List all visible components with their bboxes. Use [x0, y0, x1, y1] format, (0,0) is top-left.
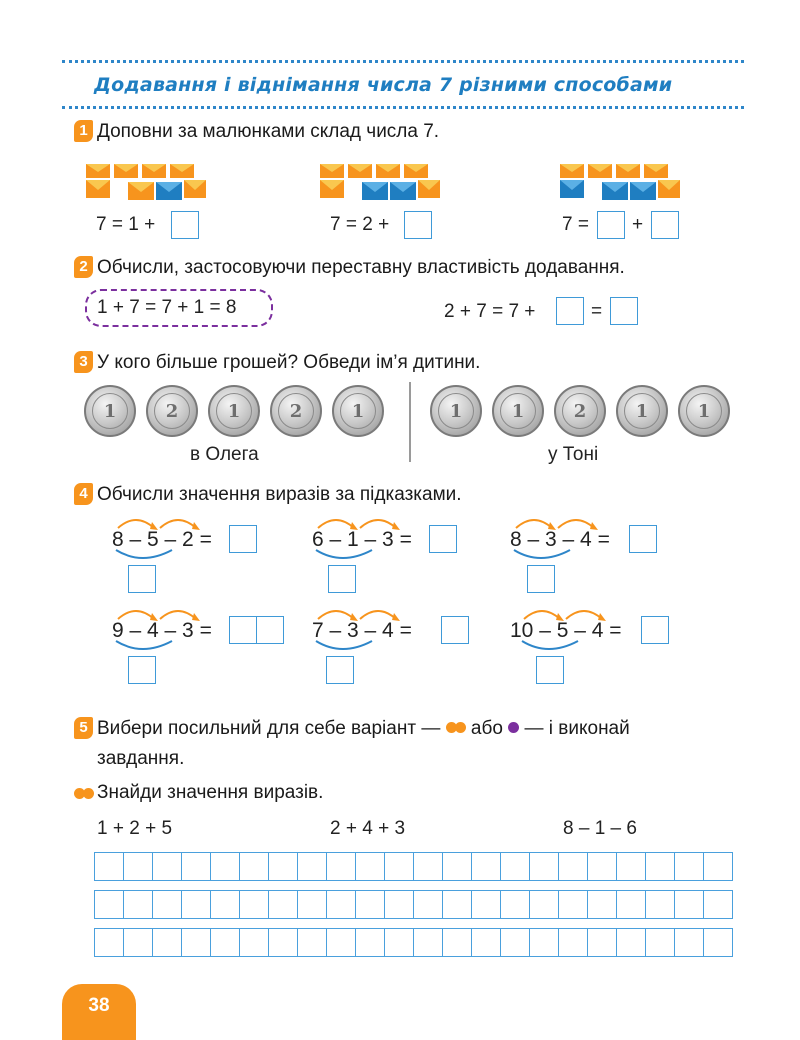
task-5-text-part-3: завдання.	[97, 748, 185, 769]
expression: 10 – 5 – 4 =	[510, 619, 622, 642]
grid-cell[interactable]	[297, 928, 327, 957]
grid-cell[interactable]	[558, 890, 588, 919]
expression: 2 + 4 + 3	[330, 818, 406, 839]
grid-cell[interactable]	[355, 852, 385, 881]
grid-cell[interactable]	[152, 928, 182, 957]
task-2-equals: =	[591, 301, 603, 322]
grid-cell[interactable]	[645, 928, 675, 957]
grid-cell[interactable]	[703, 928, 733, 957]
grid-cell[interactable]	[616, 928, 646, 957]
envelopes-picture-c	[558, 150, 682, 204]
answer-box[interactable]	[556, 297, 584, 325]
grid-cell[interactable]	[210, 852, 240, 881]
hint-bracket	[312, 548, 382, 564]
grid-cell[interactable]	[442, 928, 472, 957]
answer-box[interactable]	[429, 525, 457, 553]
divider-line	[409, 382, 411, 462]
task-1-equation-b: 7 = 2 +	[330, 214, 390, 235]
expression: 8 – 1 – 6	[563, 818, 637, 839]
hint-bracket	[518, 639, 588, 655]
coin-value: 1	[216, 393, 252, 429]
grid-cell[interactable]	[703, 890, 733, 919]
coin-icon	[492, 385, 544, 437]
coin-icon	[270, 385, 322, 437]
page-number: 38	[88, 995, 110, 1016]
coin-value: 1	[438, 393, 474, 429]
grid-cell[interactable]	[326, 852, 356, 881]
coin-value: 1	[340, 393, 376, 429]
answer-box[interactable]	[171, 211, 199, 239]
grid-cell[interactable]	[674, 890, 704, 919]
task-2-example: 1 + 7 = 7 + 1 = 8	[97, 297, 237, 318]
answer-box[interactable]	[597, 211, 625, 239]
answer-box[interactable]	[404, 211, 432, 239]
task-2-number: 2	[74, 256, 93, 278]
intermediate-box[interactable]	[128, 565, 156, 593]
grid-cell[interactable]	[297, 890, 327, 919]
grid-cell[interactable]	[326, 890, 356, 919]
grid-cell[interactable]	[181, 852, 211, 881]
answer-box-tens[interactable]	[229, 616, 257, 644]
intermediate-box[interactable]	[536, 656, 564, 684]
grid-cell[interactable]	[529, 890, 559, 919]
grid-cell[interactable]	[471, 928, 501, 957]
task-1-equation-c-plus: +	[632, 214, 644, 235]
coin-icon	[84, 385, 136, 437]
coin-value: 1	[624, 393, 660, 429]
coin-value: 1	[686, 393, 722, 429]
grid-cell[interactable]	[529, 928, 559, 957]
intermediate-box[interactable]	[128, 656, 156, 684]
grid-cell[interactable]	[181, 890, 211, 919]
answer-box[interactable]	[441, 616, 469, 644]
grid-cell[interactable]	[413, 890, 443, 919]
task-4-number: 4	[74, 483, 93, 505]
task-2-text: Обчисли, застосовуючи переставну властивість додавання.	[97, 257, 625, 278]
coin-value: 2	[278, 393, 314, 429]
envelopes-picture-b	[318, 150, 442, 204]
coin-icon	[554, 385, 606, 437]
envelope-row-c	[560, 164, 680, 200]
page-title: Додавання і віднімання числа 7 різними способами	[94, 74, 673, 96]
envelope-row-a	[86, 164, 206, 200]
grid-cell[interactable]	[384, 852, 414, 881]
expression: 6 – 1 – 3 =	[312, 528, 412, 551]
grid-cell[interactable]	[181, 928, 211, 957]
grid-cell[interactable]	[239, 852, 269, 881]
task-1-number: 1	[74, 120, 93, 142]
task-5-subtask-text: Знайди значення виразів.	[97, 782, 324, 803]
header-top-rule	[62, 60, 744, 63]
grid-cell[interactable]	[442, 890, 472, 919]
task-1-text: Доповни за малюнками склад числа 7.	[97, 121, 440, 142]
grid-row	[95, 890, 733, 919]
coin-value: 2	[562, 393, 598, 429]
grid-cell[interactable]	[94, 890, 124, 919]
grid-cell[interactable]	[471, 890, 501, 919]
hint-bracket	[112, 639, 182, 655]
task-1-equation-c: 7 =	[562, 214, 589, 235]
task-5-text-or: або	[470, 718, 503, 739]
grid-row	[95, 928, 733, 957]
grid-cell[interactable]	[471, 852, 501, 881]
grid-cell[interactable]	[558, 928, 588, 957]
expression: 8 – 5 – 2 =	[112, 528, 212, 551]
header-bottom-rule	[62, 106, 744, 109]
grid-cell[interactable]	[500, 852, 530, 881]
hint-bracket	[510, 548, 580, 564]
coin-icon	[146, 385, 198, 437]
grid-cell[interactable]	[268, 852, 298, 881]
coin-icon	[616, 385, 668, 437]
one-dot-icon	[508, 718, 519, 739]
hint-bracket	[312, 639, 382, 655]
grid-cell[interactable]	[326, 928, 356, 957]
task-3-text: У кого більше грошей? Обведи ім’я дитини.	[97, 352, 481, 373]
intermediate-box[interactable]	[328, 565, 356, 593]
answer-box[interactable]	[229, 525, 257, 553]
grid-cell[interactable]	[587, 852, 617, 881]
answer-box[interactable]	[641, 616, 669, 644]
task-5-text-part-1: Вибери посильний для себе варіант —	[97, 718, 441, 739]
grid-cell[interactable]	[239, 890, 269, 919]
coin-icon	[678, 385, 730, 437]
grid-cell[interactable]	[558, 852, 588, 881]
grid-cell[interactable]	[703, 852, 733, 881]
task-2-expression: 2 + 7 = 7 +	[444, 301, 536, 322]
grid-cell[interactable]	[645, 852, 675, 881]
grid-row	[95, 852, 733, 881]
grid-cell[interactable]	[239, 928, 269, 957]
grid-cell[interactable]	[587, 928, 617, 957]
grid-cell[interactable]	[123, 852, 153, 881]
task-5-text-part-2: — і виконай	[524, 718, 630, 739]
grid-cell[interactable]	[587, 890, 617, 919]
coin-value: 2	[154, 393, 190, 429]
tonya-label[interactable]: у Тоні	[548, 444, 599, 465]
two-dots-icon	[446, 718, 466, 739]
grid-cell[interactable]	[442, 852, 472, 881]
grid-cell[interactable]	[500, 928, 530, 957]
expression: 9 – 4 – 3 =	[112, 619, 212, 642]
intermediate-box[interactable]	[326, 656, 354, 684]
grid-cell[interactable]	[674, 928, 704, 957]
grid-cell[interactable]	[268, 890, 298, 919]
grid-cell[interactable]	[297, 852, 327, 881]
task-1-equation-a: 7 = 1 +	[96, 214, 156, 235]
grid-cell[interactable]	[210, 928, 240, 957]
grid-cell[interactable]	[384, 928, 414, 957]
coin-icon	[332, 385, 384, 437]
task-5-number: 5	[74, 717, 93, 739]
grid-cell[interactable]	[94, 928, 124, 957]
grid-cell[interactable]	[529, 852, 559, 881]
grid-cell[interactable]	[268, 928, 298, 957]
oleg-label[interactable]: в Олега	[190, 444, 259, 465]
answer-box-ones[interactable]	[256, 616, 284, 644]
coin-value: 1	[92, 393, 128, 429]
intermediate-box[interactable]	[527, 565, 555, 593]
answer-box[interactable]	[651, 211, 679, 239]
coin-icon	[430, 385, 482, 437]
envelope-row-b	[320, 164, 440, 200]
grid-cell[interactable]	[355, 928, 385, 957]
hint-bracket	[112, 548, 182, 564]
grid-cell[interactable]	[152, 890, 182, 919]
grid-cell[interactable]	[384, 890, 414, 919]
grid-cell[interactable]	[152, 852, 182, 881]
task-3-number: 3	[74, 351, 93, 373]
grid-cell[interactable]	[616, 890, 646, 919]
grid-cell[interactable]	[94, 852, 124, 881]
coin-icon	[208, 385, 260, 437]
envelopes-picture-a	[84, 150, 208, 204]
grid-cell[interactable]	[123, 928, 153, 957]
answer-box[interactable]	[610, 297, 638, 325]
expression: 8 – 3 – 4 =	[510, 528, 610, 551]
grid-cell[interactable]	[210, 890, 240, 919]
task-4-text: Обчисли значення виразів за підказками.	[97, 484, 462, 505]
grid-cell[interactable]	[123, 890, 153, 919]
grid-cell[interactable]	[413, 852, 443, 881]
coin-value: 1	[500, 393, 536, 429]
grid-cell[interactable]	[355, 890, 385, 919]
answer-box[interactable]	[629, 525, 657, 553]
task-5-instruction	[97, 718, 630, 740]
grid-cell[interactable]	[500, 890, 530, 919]
expression: 1 + 2 + 5	[97, 818, 173, 839]
expression: 7 – 3 – 4 =	[312, 619, 412, 642]
grid-cell[interactable]	[674, 852, 704, 881]
grid-cell[interactable]	[413, 928, 443, 957]
grid-cell[interactable]	[645, 890, 675, 919]
two-dots-icon	[74, 787, 94, 805]
grid-cell[interactable]	[616, 852, 646, 881]
